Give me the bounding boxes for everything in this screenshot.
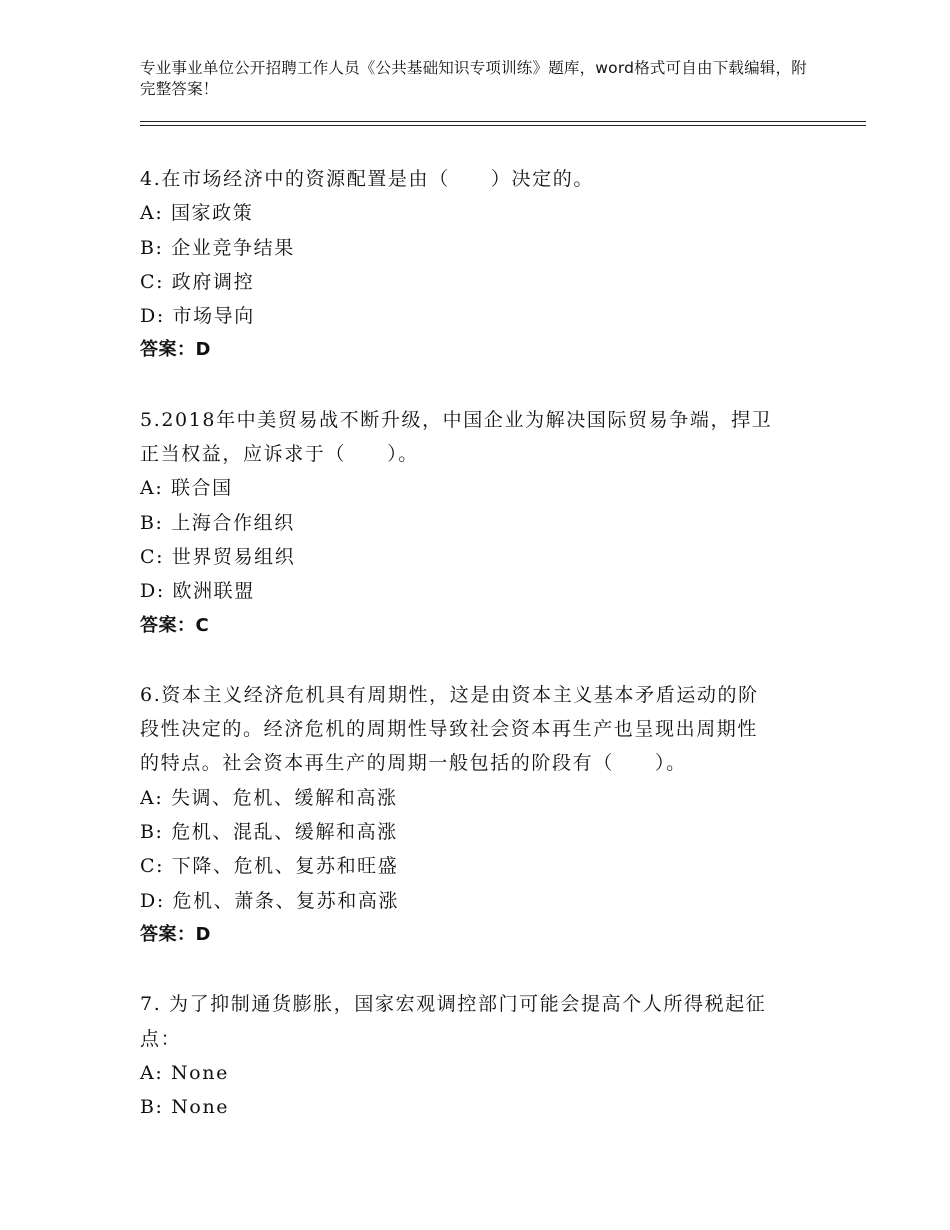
question-stem: 4.在市场经济中的资源配置是由（ ）决定的。 <box>140 168 594 190</box>
option-a: A: 联合国 <box>140 477 233 500</box>
option-b: B: 危机、混乱、缓解和高涨 <box>140 821 398 844</box>
document-header: 专业事业单位公开招聘工作人员《公共基础知识专项训练》题库，word格式可自由下载编辑，附完整答案！ <box>140 59 807 98</box>
question-stem: 点： <box>140 1027 182 1050</box>
answer-line: 答案：D <box>140 923 211 945</box>
question-stem: 正当权益，应诉求于（ ）。 <box>140 443 419 466</box>
question-stem: 7. 为了抑制通货膨胀，国家宏观调控部门可能会提高个人所得税起征 <box>140 993 767 1016</box>
question-stem: 6.资本主义经济危机具有周期性，这是由资本主义基本矛盾运动的阶 <box>140 683 759 706</box>
option-d: D: 危机、萧条、复苏和高涨 <box>140 889 400 912</box>
header-divider-bottom <box>140 125 866 126</box>
option-b: B: 企业竞争结果 <box>140 236 295 259</box>
question-7 <box>140 987 820 1124</box>
option-c: C: 世界贸易组织 <box>140 545 296 568</box>
question-4 <box>140 162 820 368</box>
answer-line: 答案：D <box>140 339 211 361</box>
option-a: A: 国家政策 <box>140 202 254 225</box>
answer-line: 答案：C <box>140 614 210 636</box>
question-5 <box>140 403 820 643</box>
option-d: D: 市场导向 <box>140 305 255 328</box>
option-c: C: 下降、危机、复苏和旺盛 <box>140 855 399 878</box>
option-a: A: 失调、危机、缓解和高涨 <box>140 786 398 809</box>
question-list <box>140 162 820 1159</box>
header-divider-top <box>140 121 866 122</box>
question-stem: 段性决定的。经济危机的周期性导致社会资本再生产也呈现出周期性 <box>140 718 759 741</box>
option-b: B: None <box>140 1096 230 1119</box>
option-a: A: None <box>140 1061 229 1084</box>
question-stem: 的特点。社会资本再生产的周期一般包括的阶段有（ ）。 <box>140 752 687 775</box>
option-b: B: 上海合作组织 <box>140 511 295 534</box>
option-d: D: 欧洲联盟 <box>140 580 255 603</box>
question-6 <box>140 678 820 952</box>
option-c: C: 政府调控 <box>140 270 255 293</box>
question-stem: 5.2018年中美贸易战不断升级，中国企业为解决国际贸易争端，捍卫 <box>140 408 773 431</box>
